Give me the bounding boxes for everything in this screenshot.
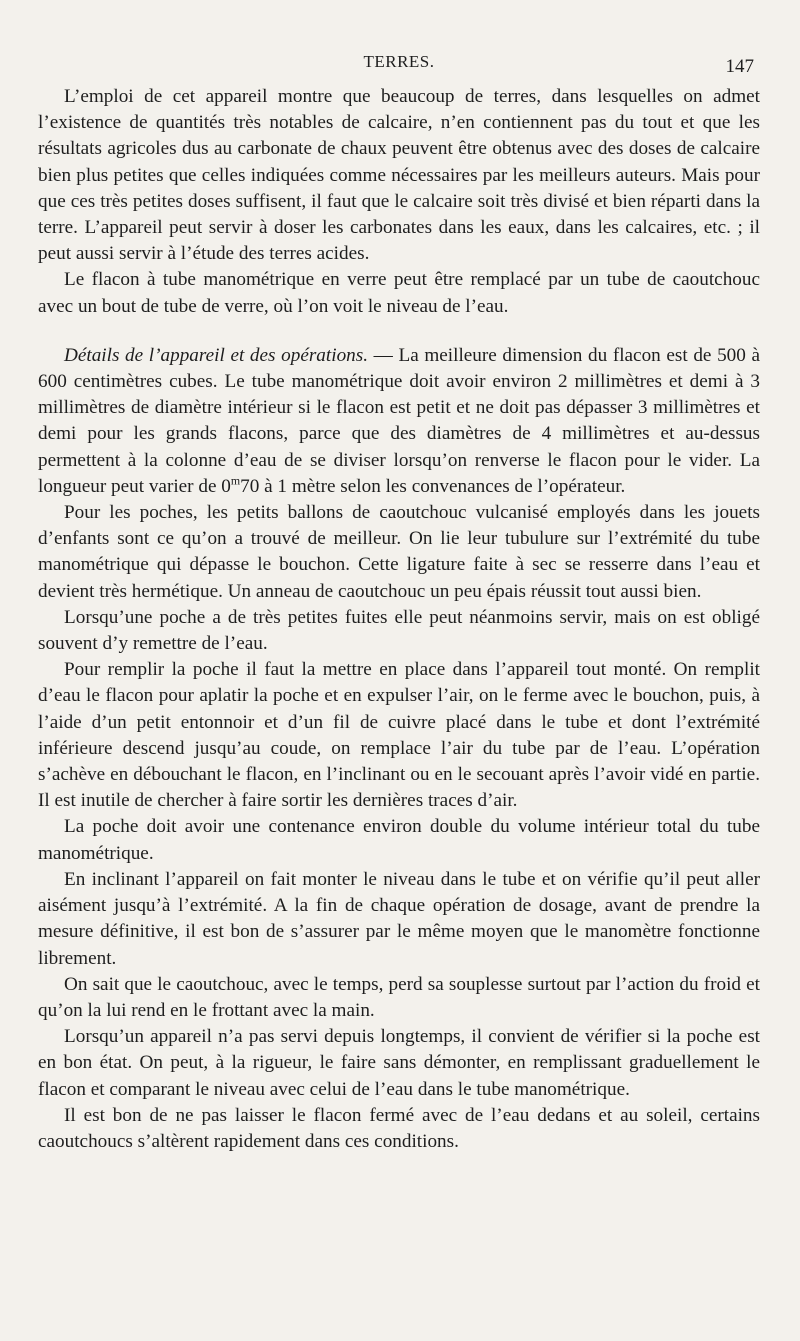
section-intro-text: — La meilleure dimension du flacon est de 500 à 600 centimètres cubes. Le tube manométrique doit avoir environ 2 millimètres et demi à 3 millimètres de diamètre intérieur si le flacon est petit et ne doit pas dépasser 3 millimètres et demi pour les grands flacons, parce que des diamètres de 4 millimètres et au-dessus permettent à la colonne d’eau de se diviser lorsqu’on renverse le flacon pour le vider. La longueur peut varier de (38, 344, 761, 497)
length-value: 0 (221, 475, 231, 497)
length-decimal: 70 (240, 475, 260, 497)
section-heading: Détails de l’appareil et des opérations. (64, 344, 369, 366)
length-unit: m (230, 473, 241, 488)
paragraph: Lorsqu’un appareil n’a pas servi depuis longtemps, il convient de vérifier si la poche est en bon état. On peut, à la rigueur, le faire sans démonter, en remplissant graduellement le flacon et comparant le niveau avec celui de l’eau dans le tube manométrique. (38, 1026, 760, 1100)
paragraph: L’emploi de cet appareil montre que beaucoup de terres, dans lesquelles on admet l’existence de quantités très notables de calcaire, n’en contiennent pas du tout et que les résultats agricoles dus au carbonate de chaux peuvent être obtenus avec des doses de calcaire bien plus petites que celles indiquées comme nécessaires par les meilleurs auteurs. Mais pour que ces très petites doses suffisent, il faut que le calcaire soit très divisé et bien réparti dans la terre. L’appareil peut servir à doser les carbonates dans les eaux, dans les calcaires, etc. ; il peut aussi servir à l’étude des terres acides. (38, 86, 760, 265)
paragraph: Pour les poches, les petits ballons de caoutchouc vulcanisé employés dans les jouets d’enfants sont ce qu’on a trouvé de meilleur. On lie leur tubulure sur l’extrémité du tube manométrique qui dépasse le bouchon. Cette ligature faite à sec se resserre dans l’eau et devient très hermétique. Un anneau de caoutchouc un peu épais réussit tout aussi bien. (38, 502, 760, 602)
body-text (38, 84, 760, 1155)
paragraph: La poche doit avoir une contenance environ double du volume intérieur total du tube manométrique. (38, 816, 760, 864)
paragraph: Pour remplir la poche il faut la mettre en place dans l’appareil tout monté. On remplit d’eau le flacon pour aplatir la poche et en expulser l’air, on le ferme avec le bouchon, puis, à l’aide d’un petit entonnoir et d’un fil de cuivre placé dans le tube et dont l’extrémité inférieure descend jusqu’au coude, on remplace l’air du tube par de l’eau. L’opération s’achève en débouchant le flacon, en l’inclinant ou en le secouant après l’avoir vidé en partie. Il est inutile de chercher à faire sortir les dernières traces d’air. (38, 659, 760, 812)
paragraph: Le flacon à tube manométrique en verre peut être remplacé par un tube de caoutchouc avec un bout de tube de verre, où l’on voit le niveau de l’eau. (38, 269, 760, 317)
running-title: TERRES. (363, 52, 435, 71)
section-intro-text-end: à 1 mètre selon les convenances de l’opérateur. (259, 475, 626, 497)
paragraph: Lorsqu’une poche a de très petites fuites elle peut néanmoins servir, mais on est obligé souvent d’y remettre de l’eau. (38, 606, 760, 655)
paragraph: En inclinant l’appareil on fait monter le niveau dans le tube et on vérifie qu’il peut aller aisément jusqu’à l’extrémité. A la fin de chaque opération de dosage, avant de prendre la mesure définitive, il est bon de s’assurer par le même moyen que le manomètre fonctionne librement. (38, 868, 760, 969)
page-number: 147 (725, 56, 754, 77)
paragraph: Il est bon de ne pas laisser le flacon fermé avec de l’eau dedans et au soleil, certains caoutchoucs s’altèrent rapidement dans ces conditions. (38, 1104, 760, 1152)
paragraph: On sait que le caoutchouc, avec le temps, perd sa souplesse surtout par l’action du froid et qu’on la lui rend en le frottant avec la main. (38, 973, 760, 1021)
page-header (38, 52, 760, 82)
section-intro-paragraph (38, 343, 760, 500)
